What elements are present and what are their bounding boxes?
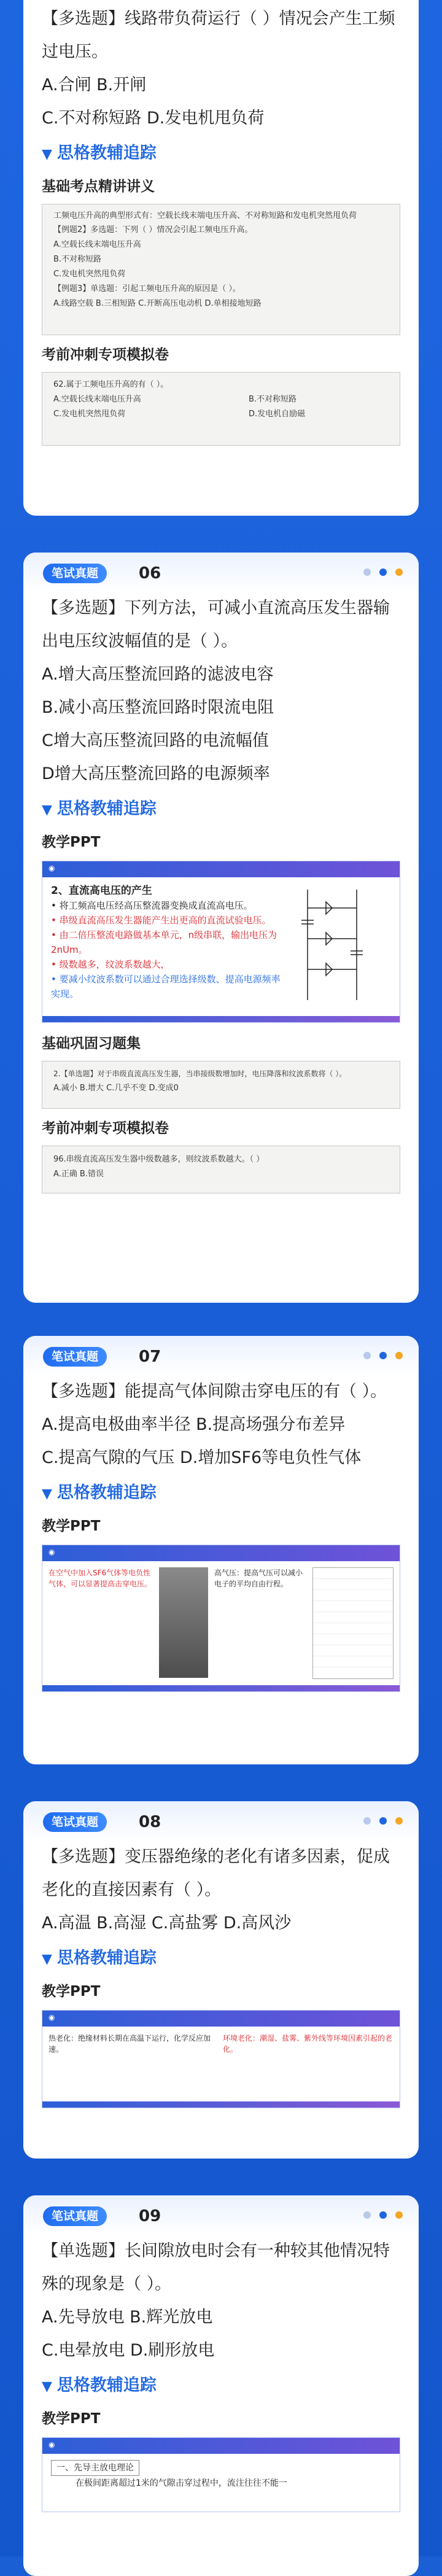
- question-options: A.增大高压整流回路的滤波电容 B.减小高压整流回路时限流电阻 C增大高压整流回路的电流幅值 D增大高压整流回路的电源频率: [42, 665, 274, 783]
- decor-dots: [363, 1352, 403, 1359]
- section-title: ▼ 思格教辅追踪: [42, 2371, 400, 2402]
- question-number: 08: [139, 1813, 161, 1831]
- section-title: ▼ 思格教辅追踪: [42, 139, 400, 169]
- question-card-07: [23, 1336, 419, 1764]
- section-title: ▼ 思格教辅追踪: [42, 1478, 400, 1509]
- ppt-slide-image: ◉ 一、先导主放电理论 在极间距离超过1米的气隙击穿过程中，流注往往不能一: [42, 2437, 400, 2512]
- card-header: [23, 1336, 419, 1375]
- dot-icon: [395, 568, 403, 576]
- dot-icon: [395, 2211, 403, 2219]
- logo-icon: ◉: [48, 864, 55, 872]
- question-card-08: [23, 1801, 419, 2159]
- triangle-down-icon: ▼: [42, 802, 52, 818]
- document-excerpt-image: 工频电压升高的典型形式有：空载长线末端电压升高、不对称短路和发电机突然甩负荷 【例题2】多选题：下列（ ）情况会引起工频电压升高。 A.空载长线末端电压升高 B.不对称短路 C.发电机突然甩负荷 【例题3】单选题：引起工频电压升高的原因是（ ）。 A.线路空载 B.三相短路 C.开断高压电动机 D.单相接地短路: [42, 204, 400, 335]
- source-label: 基础考点精讲讲义: [42, 179, 155, 195]
- exam-badge: 笔试真题: [43, 564, 107, 583]
- triangle-down-icon: ▼: [42, 2379, 52, 2394]
- photo-image: [159, 1567, 208, 1678]
- dot-icon: [363, 1817, 371, 1825]
- dot-icon: [379, 1352, 387, 1359]
- document-excerpt-image: 62.属于工频电压升高的有（ ）。 A.空载长线末端电压升高 B.不对称短路 C.发电机突然甩负荷 D.发电机自励磁: [42, 372, 400, 446]
- exam-badge: 笔试真题: [43, 1812, 107, 1832]
- dot-icon: [379, 1817, 387, 1825]
- logo-icon: ◉: [48, 1548, 55, 1556]
- question-stem: 【单选题】长间隙放电时会有一种较其他情况特殊的现象是（ ）。: [42, 2241, 390, 2294]
- triangle-down-icon: ▼: [42, 1486, 52, 1502]
- question-stem: 【多选题】能提高气体间隙击穿电压的有（ ）。: [42, 1382, 387, 1401]
- graph-image: [312, 1567, 394, 1679]
- dot-icon: [363, 2211, 371, 2219]
- dot-icon: [395, 1352, 403, 1359]
- question-card-05: [23, 0, 419, 516]
- dot-icon: [379, 2211, 387, 2219]
- question-card-06: [23, 553, 419, 1303]
- document-excerpt-image: 2.【单选题】对于串级直流高压发生器，当串接级数增加时，电压降落和纹波系数将（ ）。 A.减小 B.增大 C.几乎不变 D.变成0: [42, 1061, 400, 1109]
- question-number: 06: [139, 564, 161, 583]
- document-excerpt-image: 96.串级直流高压发生器中级数越多，则纹波系数越大。（ ） A.正确 B.错误: [42, 1146, 400, 1193]
- section-title: ▼ 思格教辅追踪: [42, 1944, 400, 1974]
- triangle-down-icon: ▼: [42, 1952, 52, 1967]
- card-header: [23, 553, 419, 592]
- question-number: 09: [139, 2207, 161, 2225]
- decor-dots: [363, 1817, 403, 1825]
- dot-icon: [379, 568, 387, 576]
- source-label: 基础巩固习题集: [42, 1036, 141, 1052]
- decor-dots: [363, 2211, 403, 2219]
- source-label: 考前冲刺专项模拟卷: [42, 347, 169, 363]
- dot-icon: [395, 1817, 403, 1825]
- question-stem: 【多选题】线路带负荷运行（ ）情况会产生工频过电压。: [42, 9, 395, 61]
- card-header: [23, 2195, 419, 2235]
- question-stem: 【多选题】变压器绝缘的老化有诸多因素，促成老化的直接因素有（ ）。: [42, 1847, 390, 1899]
- question-options: A.提高电极曲率半径 B.提高场强分布差异 C.提高气隙的气压 D.增加SF6等电负性气体: [42, 1415, 362, 1467]
- ppt-slide-image: ◉ 2、直流高电压的产生 • 将工频高电压经高压整流器变换成直流高电压。 • 串级直流高压发生器能产生出更高的直流试验电压。 • 由二倍压整流电路做基本单元，n级串联，输出电压为2nUm。 • 级数越多，纹波系数越大， • 要减小纹波系数可以通过合理选择级数、提高电源频率实现。: [42, 861, 400, 1023]
- logo-icon: ◉: [48, 2440, 55, 2449]
- question-options: A.先导放电 B.辉光放电 C.电晕放电 D.刷形放电: [42, 2308, 215, 2360]
- exam-badge: 笔试真题: [43, 1347, 107, 1367]
- ppt-slide-image: ◉ 热老化：绝缘材料长期在高温下运行，化学反应加速。 环境老化：潮湿、盐雾、紫外线等环境因素引起的老化。: [42, 2010, 400, 2108]
- question-options: A.合闸 B.开闸 C.不对称短路 D.发电机甩负荷: [42, 76, 265, 128]
- decor-dots: [363, 568, 403, 576]
- question-options: A.高温 B.高湿 C.高盐雾 D.高风沙: [42, 1914, 292, 1933]
- ppt-slide-image: ◉ 在空气中加入SF6气体等电负性气体，可以显著提高击穿电压。 高气压：提高气压可以减小电子的平均自由行程。: [42, 1545, 400, 1692]
- question-number: 07: [139, 1348, 161, 1366]
- dot-icon: [363, 1352, 371, 1359]
- section-title: ▼ 思格教辅追踪: [42, 794, 400, 825]
- circuit-diagram-icon: [283, 883, 387, 1006]
- triangle-down-icon: ▼: [42, 147, 52, 162]
- logo-icon: ◉: [48, 2013, 55, 2022]
- card-header: [23, 1801, 419, 1841]
- source-label: 教学PPT: [42, 2411, 101, 2427]
- dot-icon: [363, 568, 371, 576]
- exam-badge: 笔试真题: [43, 2206, 107, 2226]
- question-card-09: [23, 2195, 419, 2576]
- source-label: 教学PPT: [42, 1984, 101, 2000]
- source-label: 考前冲刺专项模拟卷: [42, 1120, 169, 1136]
- source-label: 教学PPT: [42, 834, 101, 850]
- question-stem: 【多选题】下列方法，可减小直流高压发生器输出电压纹波幅值的是（ ）。: [42, 599, 390, 651]
- source-label: 教学PPT: [42, 1518, 101, 1534]
